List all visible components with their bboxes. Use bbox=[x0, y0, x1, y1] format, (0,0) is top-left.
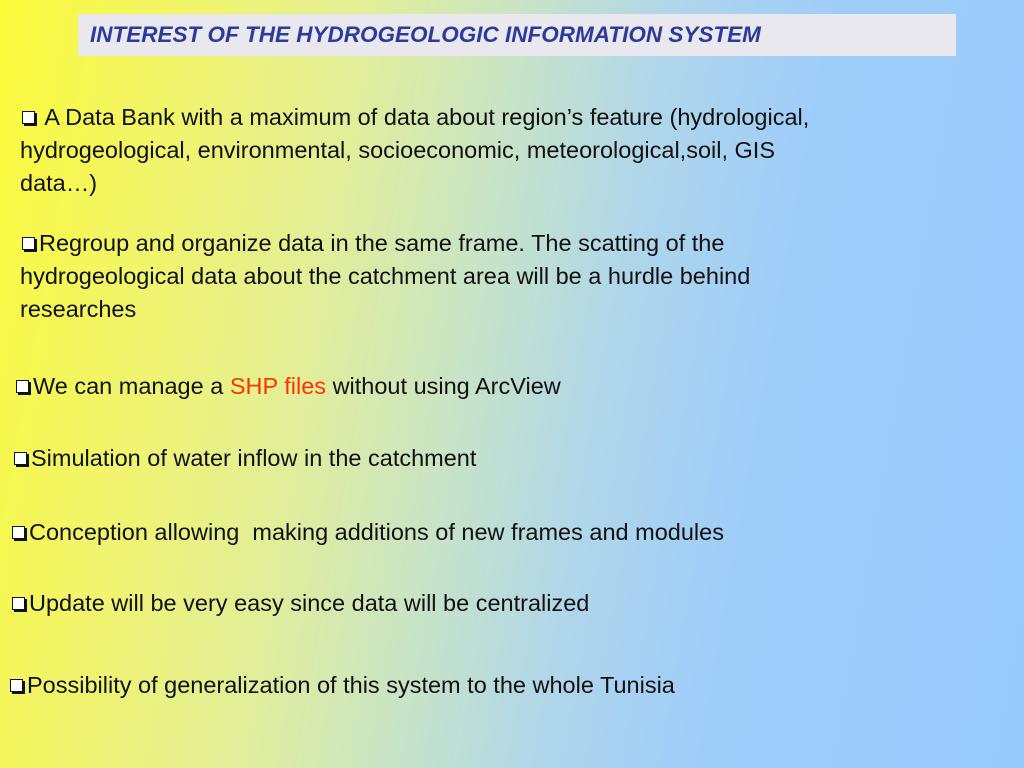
bullet-line: hydrogeological, environmental, socioeconomic, meteorological,soil, GIS bbox=[20, 137, 775, 163]
bullet-data-bank bbox=[20, 101, 809, 200]
checkbox-bullet-icon bbox=[12, 526, 25, 539]
title-box bbox=[78, 14, 956, 56]
bullet-update bbox=[10, 587, 589, 620]
bullet-line bbox=[20, 101, 809, 134]
slide-title: INTEREST OF THE HYDROGEOLOGIC INFORMATION SYSTEM bbox=[90, 22, 761, 47]
bullet-text: Conception allowing making additions of new frames and modules bbox=[29, 519, 724, 545]
bullet-text: Simulation of water inflow in the catchment bbox=[31, 445, 477, 471]
bullet-generalization bbox=[8, 669, 675, 702]
bullet-conception bbox=[10, 516, 724, 549]
shp-files-highlight: SHP files bbox=[229, 373, 327, 399]
checkbox-bullet-icon bbox=[22, 111, 35, 124]
bullet-text: Regroup and organize data in the same frame. The scatting of the bbox=[39, 230, 725, 256]
bullet-line: hydrogeological data about the catchment area will be a hurdle behind bbox=[20, 263, 751, 289]
bullet-text: Update will be very easy since data will be centralized bbox=[29, 590, 590, 616]
checkbox-bullet-icon bbox=[16, 380, 29, 393]
bullet-regroup bbox=[20, 227, 750, 326]
checkbox-bullet-icon bbox=[12, 597, 25, 610]
bullet-shp-files bbox=[14, 370, 561, 403]
checkbox-bullet-icon bbox=[22, 237, 35, 250]
bullet-simulation bbox=[12, 442, 476, 475]
bullet-text: Possibility of generalization of this system to the whole Tunisia bbox=[27, 672, 675, 698]
checkbox-bullet-icon bbox=[10, 679, 23, 692]
bullet-text: A Data Bank with a maximum of data about region’s feature (hydrological, bbox=[44, 104, 810, 130]
bullet-text: We can manage a bbox=[33, 373, 230, 399]
bullet-line: researches bbox=[20, 296, 137, 322]
bullet-line: data…) bbox=[20, 170, 98, 196]
checkbox-bullet-icon bbox=[14, 452, 27, 465]
bullet-text: without using ArcView bbox=[326, 373, 561, 399]
bullet-line bbox=[20, 227, 750, 260]
